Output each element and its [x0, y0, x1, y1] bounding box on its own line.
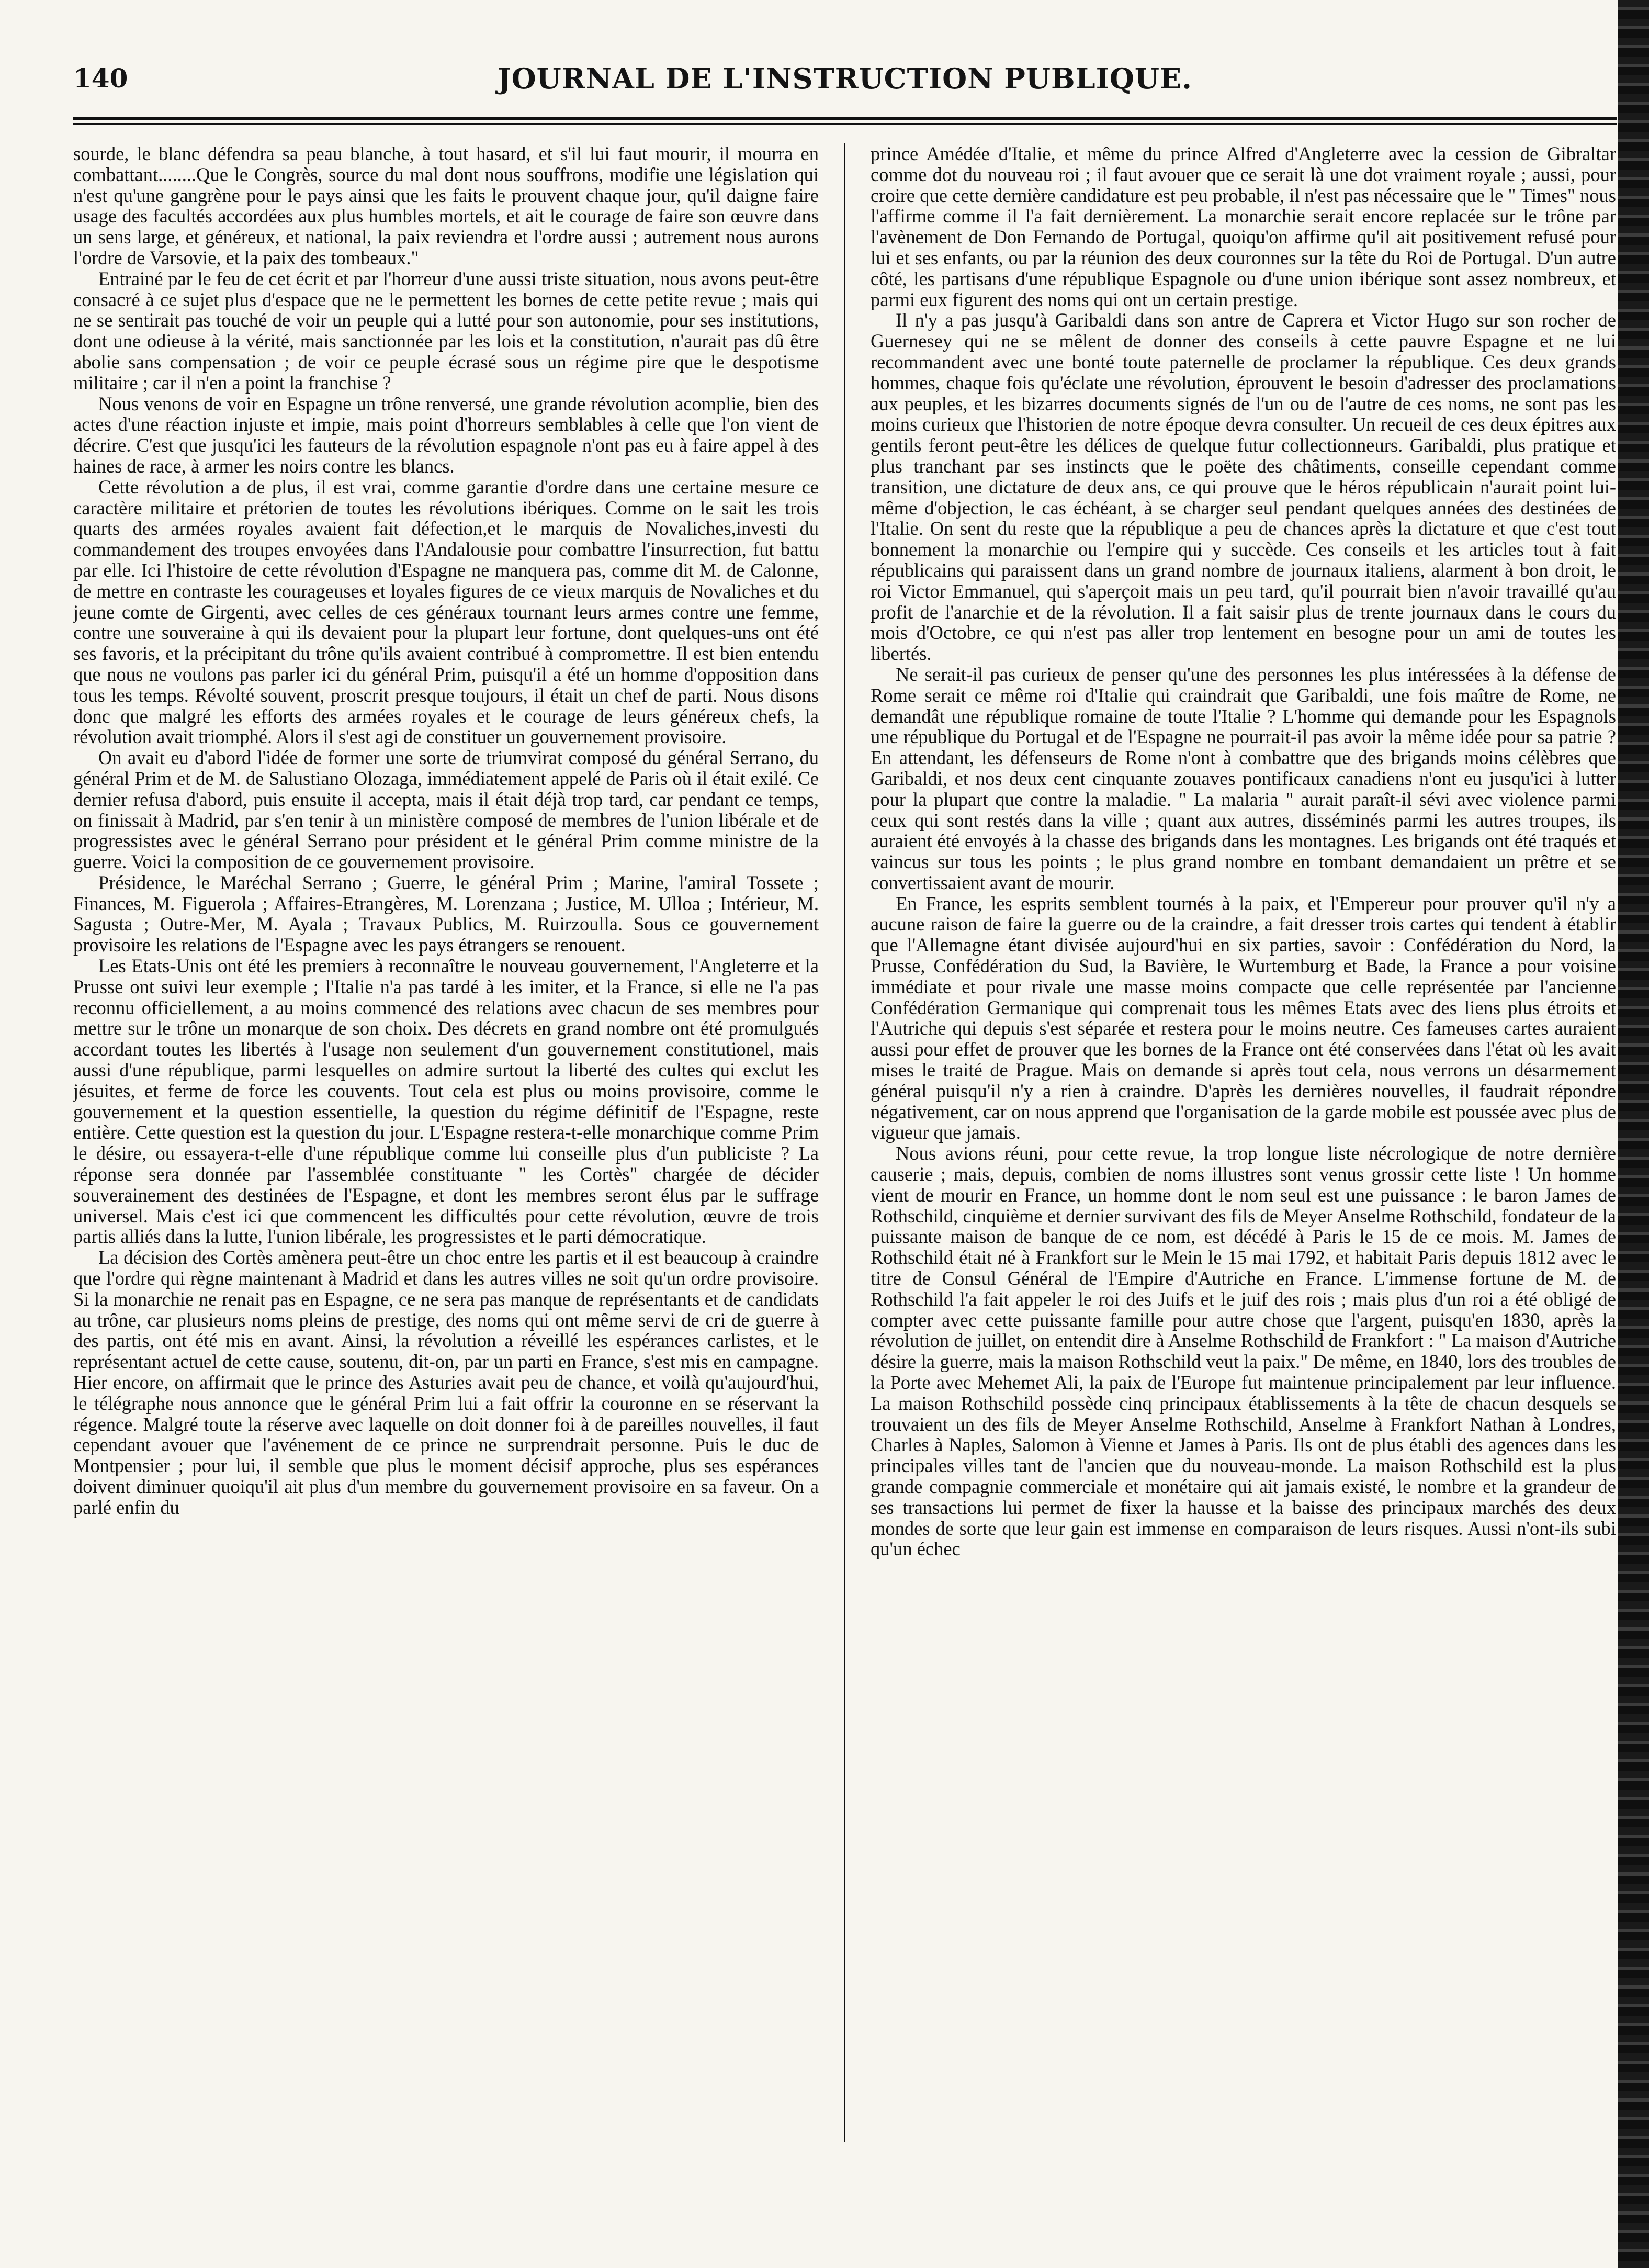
paragraph: La décision des Cortès amènera peut-être un choc entre les partis et il est beaucoup à craindre que l'ordre qui règne maintenant à Madrid et dans les autres villes ne soit qu'un ordre provisoire. Si la monarchie ne renait pas en Espagne, ce ne sera pas manque de représentants et de candidats au trône, car plusieurs noms pleins de prestige, des noms qui ont même servi de cri de guerre à des partis, ont été mis en avant. Ainsi, la révolution a réveillé les espérances carlistes, et le représentant actuel de cette cause, soutenu, dit-on, par un parti en France, s'est mis en campagne. Hier encore, on affirmait que le prince des Asturies avait peu de chance, et voilà qu'aujourd'hui, le télégraphe nous annonce que le général Prim lui a fait offrir la couronne en se réservant la régence. Malgré toute la réserve avec laquelle on doit donner foi à de pareilles nouvelles, il faut cependant avouer que l'avénement de ce prince ne surprendrait personne. Puis le duc de Montpensier ; pour lui, il semble que plus le moment décisif approche, plus ses espérances doivent diminuer quoiqu'il ait plus d'un membre du gouvernement provisoire en sa faveur. On a parlé enfin du: [73, 1247, 819, 1518]
paragraph: Les Etats-Unis ont été les premiers à reconnaître le nouveau gouvernement, l'Angleterre et la Prusse ont suivi leur exemple ; l'Italie n'a pas tardé à les imiter, et la France, si elle ne l'a pas reconnu officiellement, a au moins commencé des relations avec chacun de ses membres pour mettre sur le trône un monarque de son choix. Des décrets en grand nombre ont été promulgués accordant toutes les libertés à l'usage non seulement d'un gouvernement constitutionel, mais aussi d'une république, parmi lesquelles on admire surtout la liberté des cultes qui exclut les jésuites, et ferme de force les couvents. Tout cela est plus ou moins provisoire, comme le gouvernement et la question essentielle, la question du régime définitif de l'Espagne, reste entière. Cette question est la question du jour. L'Espagne restera-t-elle monarchique comme Prim le désire, ou essayera-t-elle d'une république comme lui conseille plus d'un publiciste ? La réponse sera donnée par l'assemblée constituante " les Cortès" chargée de décider souverainement des destinées de l'Espagne, et dont les membres seront élus par le suffrage universel. Mais c'est ici que commencent les difficultés pour cette révolution, œuvre de trois partis alliés dans la lutte, l'union libérale, les progressistes et le parti démocratique.: [73, 955, 819, 1248]
paragraph: On avait eu d'abord l'idée de former une sorte de triumvirat composé du général Serrano, du général Prim et de M. de Salustiano Olozaga, immédiatement appelé de Paris où il était exilé. Ce dernier refusa d'abord, puis ensuite il accepta, mais il était déjà trop tard, car pendant ce temps, on finissait à Madrid, par s'en tenir à un ministère composé de membres de l'union libérale et de progressistes avec le général Serrano pour président et le général Prim comme ministre de la guerre. Voici la composition de ce gouvernement provisoire.: [73, 747, 819, 873]
paragraph: En France, les esprits semblent tournés à la paix, et l'Empereur pour prouver qu'il n'y a aucune raison de faire la guerre ou de la craindre, a fait dresser trois cartes qui tendent à établir que l'Allemagne étant divisée aujourd'hui en six parties, savoir : Confédération du Nord, la Prusse, Confédération du Sud, la Bavière, le Wurtemburg et Bade, la France a pour voisine immédiate et pour rivale une masse moins compacte que celle représentée par l'ancienne Confédération Germanique qui comprenait tous les mêmes Etats avec des liens plus étroits et l'Autriche qui depuis s'est séparée et restera pour le moins neutre. Ces fameuses cartes auraient aussi pour effet de prouver que les bornes de la France ont été conservées dans l'état où les avait mises le traité de Prague. Mais on demande si après tout cela, nous verrons un désarmement général puisqu'il n'y a rien à craindre. D'après les dernières nouvelles, il faudrait répondre négativement, car on nous apprend que l'organisation de la garde mobile est poussée avec plus de vigueur que jamais.: [871, 892, 1616, 1143]
paragraph: Ne serait-il pas curieux de penser qu'une des personnes les plus intéressées à la défense de Rome serait ce même roi d'Italie qui craindrait que Garibaldi, une fois maître de Rome, ne demandât une république romaine de toute l'Italie ? L'homme qui demande pour les Espagnols une république du Portugal et de l'Espagne ne pourrait-il pas avoir la même idée pour sa patrie ? En attendant, les défenseurs de Rome n'ont à combattre que des brigands moins célèbres que Garibaldi, et nos deux cent cinquante zouaves pontificaux canadiens n'ont eu jusqu'ici à lutter pour la plupart que contre la maladie. " La malaria " aurait paraît-il sévi avec violence parmi ceux qui sont restés dans la ville ; quant aux autres, disséminés parmi les autres troupes, ils auraient été envoyés à la chasse des brigands dans les montagnes. Les brigands ont été traqués et vaincus sur tous les points ; le plus grand nombre en tombant demandaient un prêtre et se convertissaient avant de mourir.: [871, 663, 1616, 893]
paragraph: Nous venons de voir en Espagne un trône renversé, une grande révolution acomplie, bien des actes d'une réaction injuste et impie, mais point d'horreurs semblables à celle que l'on vient de décrire. C'est que jusqu'ici les fauteurs de la révolution espagnole n'ont pas eu à faire appel à des haines de race, à armer les noirs contre les blancs.: [73, 392, 819, 477]
paragraph: Nous avions réuni, pour cette revue, la trop longue liste nécrologique de notre dernière causerie ; mais, depuis, combien de noms illustres sont venus grossir cette liste ! Un homme vient de mourir en France, un homme dont le nom seul est une puissance : le baron James de Rothschild, cinquième et dernier survivant des fils de Meyer Anselme Rothschild, fondateur de la puissante maison de banque de ce nom, est décédé à Paris le 15 de ce mois. M. James de Rothschild était né à Frankfort sur le Mein le 15 mai 1792, et habitait Paris depuis 1812 avec le titre de Consul Général de l'Empire d'Autriche en France. L'immense fortune de M. de Rothschild l'a fait appeler le roi des Juifs et le juif des rois ; mais plus d'un roi a été obligé de compter avec cette puissante famille pour autre chose que l'argent, puisqu'en 1830, après la révolution de juillet, on entendit dire à Anselme Rothschild de Frankfort : " La maison d'Autriche désire la guerre, mais la maison Rothschild veut la paix." De même, en 1840, lors des troubles de la Porte avec Mehemet Ali, la paix de l'Europe fut maintenue principalement par leur influence. La maison Rothschild possède cinq principaux établissements à la tête de chacun desquels se trouvaient un des fils de Meyer Anselme Rothschild, Anselme à Frankfort Nathan à Londres, Charles à Naples, Salomon à Vienne et James à Paris. Ils ont de plus établi des agences dans les principales villes tant de l'ancien que du nouveau-monde. La maison Rothschild est la plus grande compagnie commerciale et monétaire qui ait jamais existé, le nombre et la grandeur de ses transactions lui permet de fixer la hausse et la baisse des principaux marchés des deux mondes de sorte que leur gain est immense en comparaison de leurs risques. Aussi n'ont-ils subi qu'un échec: [871, 1142, 1616, 1560]
scanned-page-edge: [1618, 0, 1649, 2268]
right-column: [871, 143, 1616, 2142]
paragraph: Cette révolution a de plus, il est vrai, comme garantie d'ordre dans une certaine mesure ce caractère militaire et prétorien de toutes les révolutions ibériques. Comme on le sait les trois quarts des armées royales avaient fait défection,et le marquis de Novaliches,investi du commandement des troupes envoyées dans l'Andalousie pour combattre l'insurrection, fut battu par elle. Ici l'histoire de cette révolution d'Espagne ne manquera pas, comme dit M. de Calonne, de mettre en contraste les courageuses et loyales figures de ce vieux marquis de Novaliches et du jeune comte de Girgenti, avec celles de ces généraux tournant leurs armes contre une femme, contre une souveraine à qui ils devaient pour la plupart leur fortune, dont quelques-uns ont été ses favoris, et la précipitant du trône qu'ils avaient contribué à compromettre. Il est bien entendu que nous ne voulons pas parler ici du général Prim, puisqu'il a été un homme d'opposition dans tous les temps. Révolté souvent, proscrit presque toujours, il était un chef de parti. Nous disons donc que malgré les efforts des armées royales et le courage de leurs généreux chefs, la révolution avait triomphé. Alors il s'est agi de constituer un gouvernement provisoire.: [73, 476, 819, 748]
left-column: [73, 143, 819, 2142]
paragraph: Présidence, le Maréchal Serrano ; Guerre, le général Prim ; Marine, l'amiral Tossete ; Finances, M. Figuerola ; Affaires-Etrangères, M. Lorenzana ; Justice, M. Ulloa ; Intérieur, M. Sagusta ; Outre-Mer, M. Ayala ; Travaux Publics, M. Ruirzoulla. Sous ce gouvernement provisoire les relations de l'Espagne avec les pays étrangers se renouent.: [73, 871, 819, 956]
paragraph: Entrainé par le feu de cet écrit et par l'horreur d'une aussi triste situation, nous avons peut-être consacré à ce sujet plus d'espace que ne le permettent les bornes de cette petite revue ; mais qui ne se sentirait pas touché de voir un peuple qui a lutté pour son autonomie, pour ses institutions, dont une odieuse à la vérité, mais sanctionnée par les lois et la constitution, n'aurait pas dû être abolie sans compensation ; de voir ce peuple écrasé sous un régime pire que le despotisme militaire ; car il n'en a point la franchise ?: [73, 267, 819, 394]
header-rule: [73, 117, 1617, 120]
header-rule-thin: [73, 123, 1617, 125]
paragraph: Il n'y a pas jusqu'à Garibaldi dans son antre de Caprera et Victor Hugo sur son rocher de Guernesey qui ne se mêlent de donner des conseils à cette pauvre Espagne et ne lui recommandent avec une bonté toute paternelle de proclamer la république. Ces deux grands hommes, chaque fois qu'éclate une révolution, éprouvent le besoin d'adresser des proclamations aux peuples, et les bizarres documents signés de l'un ou de l'autre de ces noms, ne sont pas les moins curieux que l'historien de notre époque devra consulter. Un recueil de ces deux épitres aux gentils feront peut-être les délices de quelque futur collectionneurs. Garibaldi, plus pratique et plus tranchant par ses instincts que le poëte des châtiments, conseille cependant comme transition, une dictature de deux ans, ce qui prouve que le héros républicain n'aurait point lui-même d'objection, le cas échéant, à se charger seul pendant quelques années des destinées de l'Italie. On sent du reste que la république a peu de chances après la dictature et que c'est tout bonnement la monarchie ou l'empire qui y succède. Ces conseils et les articles tout à fait républicains qui paraissent dans un grand nombre de journaux italiens, alarment à bon droit, le roi Victor Emmanuel, qui s'aperçoit mais un peu tard, qu'il pourrait bien n'avoir travaillé qu'au profit de l'anarchie et de la révolution. Il a fait saisir plus de trente journaux dans le cours du mois d'Octobre, ce qui n'est pas aller trop lentement en besogne pour un ami de toutes les libertés.: [871, 309, 1616, 665]
journal-title: JOURNAL DE L'INSTRUCTION PUBLIQUE.: [498, 62, 1192, 95]
paragraph: prince Amédée d'Italie, et même du prince Alfred d'Angleterre avec la cession de Gibraltar comme dot du nouveau roi ; il faut avouer que ce serait là une dot vraiment royale ; aussi, pour croire que cette dernière candidature est peu probable, il n'est pas nécessaire que le " Times" nous l'affirme comme il l'a fait dernièrement. La monarchie serait encore replacée sur le trône par l'avènement de Don Fernando de Portugal, quoiqu'on affirme qu'il ait positivement refusé pour lui et ses enfants, ou par la réunion des deux couronnes sur la tête du Roi de Portugal. D'un autre côté, les partisans d'une république Espagnole ou d'une union ibérique sont assez nombreux, et parmi eux figurent des noms qui ont un certain prestige.: [871, 143, 1616, 310]
paragraph: sourde, le blanc défendra sa peau blanche, à tout hasard, et s'il lui faut mourir, il mourra en combattant........Que le Congrès, source du mal dont nous souffrons, modifie une législation qui n'est qu'une gangrène pour le pays ainsi que les faits le prouvent chaque jour, qu'il daigne faire usage des facultés accordées aux plus humbles mortels, et ait le courage de faire son œuvre dans un sens large, et généreux, et national, la paix reviendra et l'ordre aussi ; autrement nous aurons l'ordre de Varsovie, et la paix des tombeaux.": [73, 143, 819, 268]
column-divider: [844, 143, 845, 2142]
journal-page: [73, 58, 1617, 2229]
page-header: [73, 58, 1617, 99]
article-columns: [73, 143, 1617, 2142]
page-number: 140: [73, 63, 128, 94]
